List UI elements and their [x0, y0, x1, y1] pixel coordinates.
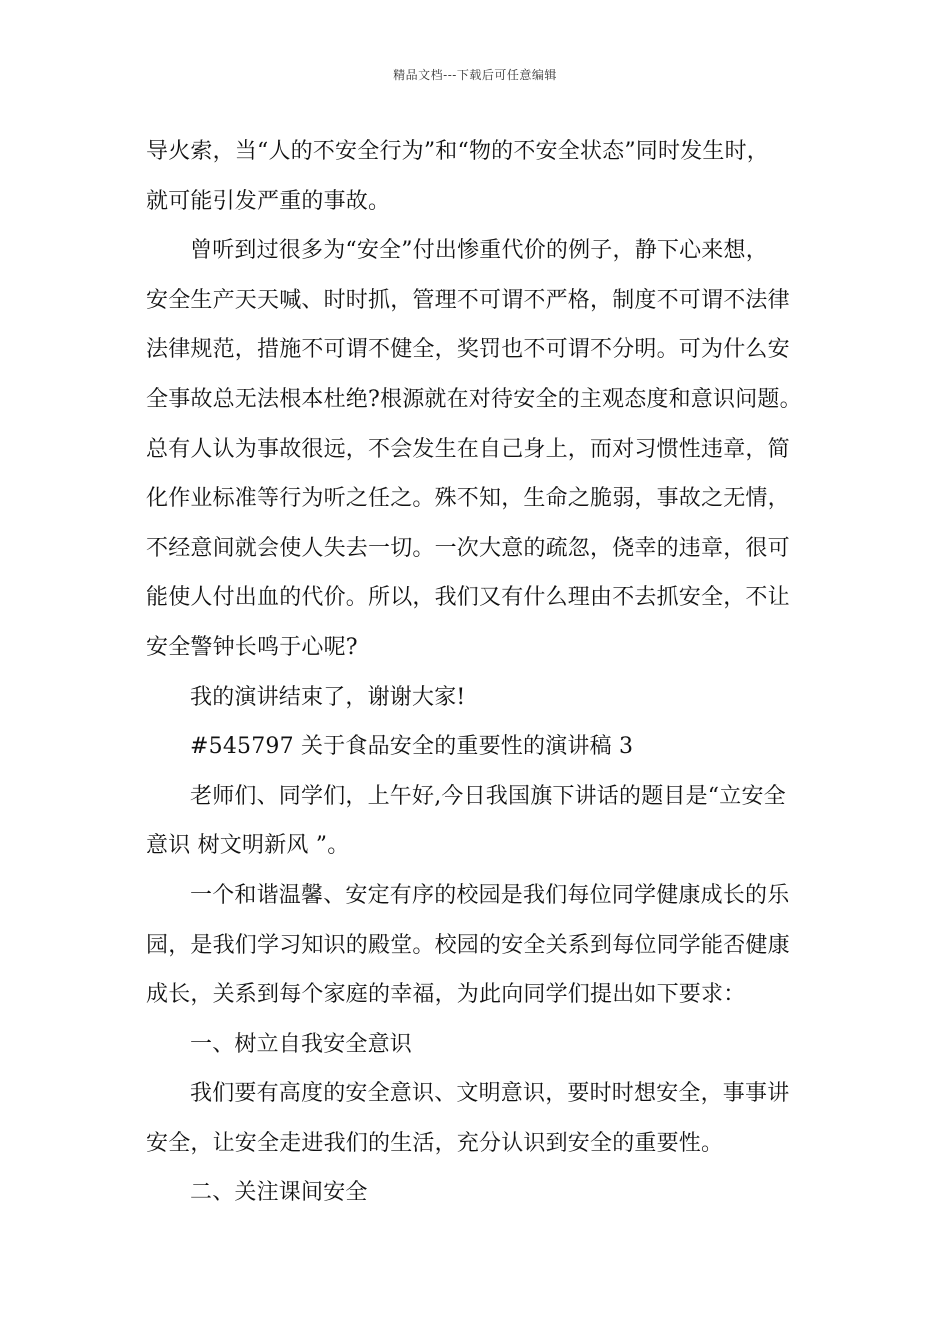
text-line: 成长，关系到每个家庭的幸福，为此向同学们提出如下要求：	[146, 982, 746, 1008]
page-header: 精品文档---下载后可任意编辑	[393, 68, 557, 82]
text-line: 一、树立自我安全意识	[190, 1031, 413, 1057]
text-line: 安全警钟长鸣于心呢?	[146, 634, 358, 660]
text-line: #545797 关于食品安全的重要性的演讲稿 3	[190, 734, 634, 760]
text-line: 曾听到过很多为“安全”付出惨重代价的例子，静下心来想，	[190, 238, 768, 264]
text-line: 法律规范，措施不可谓不健全，奖罚也不可谓不分明。可为什么安	[146, 337, 790, 363]
text-line: 我的演讲结束了，谢谢大家!	[190, 684, 466, 710]
text-line: 就可能引发严重的事故。	[146, 188, 391, 214]
text-line: 我们要有高度的安全意识、文明意识，要时时想安全，事事讲	[190, 1081, 790, 1107]
text-line: 化作业标准等行为听之任之。殊不知，生命之脆弱，事故之无情，	[146, 486, 790, 512]
text-line: 安全生产天天喊、时时抓，管理不可谓不严格，制度不可谓不法律	[146, 287, 790, 313]
text-line: 不经意间就会使人失去一切。一次大意的疏忽，侥幸的违章，很可	[146, 535, 790, 561]
text-line: 一个和谐温馨、安定有序的校园是我们每位同学健康成长的乐	[190, 882, 790, 908]
document-body	[146, 127, 812, 1218]
text-line: 安全，让安全走进我们的生活，充分认识到安全的重要性。	[146, 1130, 724, 1156]
text-line: 意识 树文明新风 ”。	[146, 833, 350, 859]
text-line: 全事故总无法根本杜绝?根源就在对待安全的主观态度和意识问题。	[146, 386, 802, 412]
text-line: 老师们、同学们，上午好,今日我国旗下讲话的题目是“立安全	[190, 783, 786, 809]
text-line: 二、关注课间安全	[190, 1180, 368, 1206]
text-line: 导火索，当“人的不安全行为”和“物的不安全状态”同时发生时，	[146, 139, 769, 164]
text-line: 总有人认为事故很远，不会发生在自己身上，而对习惯性违章，简	[146, 436, 790, 462]
text-line: 园，是我们学习知识的殿堂。校园的安全关系到每位同学能否健康	[146, 932, 790, 958]
text-line: 能使人付出血的代价。所以，我们又有什么理由不去抓安全，不让	[146, 585, 790, 611]
